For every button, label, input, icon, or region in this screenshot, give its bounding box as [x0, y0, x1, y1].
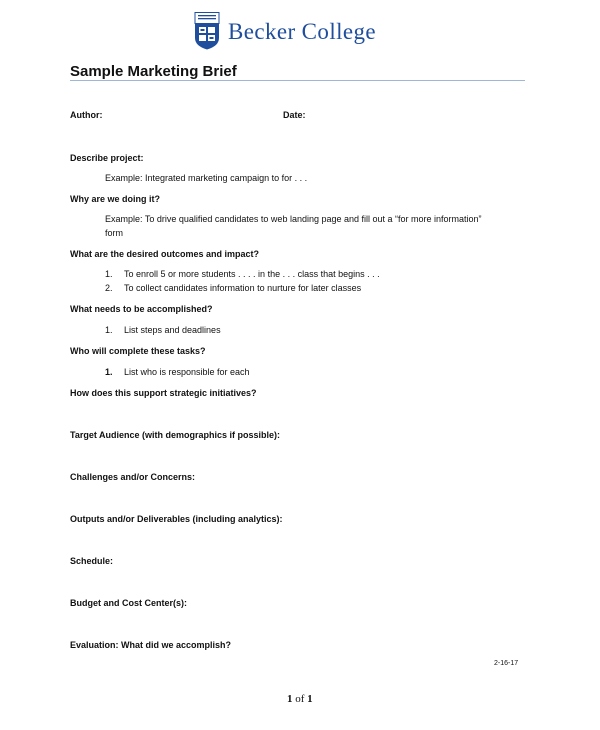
- describe-project-label: Describe project:: [70, 153, 144, 163]
- outcome-item: To enroll 5 or more students . . . . in the . . . class that begins . . .: [124, 269, 380, 279]
- accomplish-item: List steps and deadlines: [124, 325, 221, 335]
- title-divider: [70, 80, 525, 81]
- list-number: 1.: [105, 269, 113, 279]
- why-label: Why are we doing it?: [70, 194, 161, 204]
- schedule-label: Schedule:: [70, 556, 114, 566]
- page-total: 1: [307, 693, 313, 705]
- evaluation-label: Evaluation: What did we accomplish?: [70, 640, 232, 650]
- becker-college-logo: [194, 12, 376, 50]
- accomplish-label: What needs to be accomplished?: [70, 304, 213, 314]
- strategic-label: How does this support strategic initiatives?: [70, 388, 257, 398]
- outcomes-label: What are the desired outcomes and impact?: [70, 249, 260, 259]
- outputs-label: Outputs and/or Deliverables (including analytics):: [70, 514, 283, 524]
- date-label: Date:: [283, 110, 306, 120]
- why-example-line2: form: [105, 228, 123, 238]
- page-current: 1: [287, 693, 293, 705]
- list-number: 1.: [105, 325, 113, 335]
- why-example-line1: Example: To drive qualified candidates to web landing page and fill out a “for more information”: [105, 214, 482, 224]
- describe-project-example: Example: Integrated marketing campaign to for . . .: [105, 173, 308, 183]
- revision-date: 2-16-17: [494, 660, 519, 667]
- college-shield-icon: [194, 12, 220, 50]
- challenges-label: Challenges and/or Concerns:: [70, 472, 196, 482]
- page-number: [287, 693, 313, 705]
- target-audience-label: Target Audience (with demographics if possible):: [70, 430, 281, 440]
- budget-label: Budget and Cost Center(s):: [70, 598, 187, 608]
- document-title: Sample Marketing Brief: [70, 63, 237, 80]
- who-item: List who is responsible for each: [124, 367, 250, 377]
- list-number: 1.: [105, 367, 113, 377]
- outcome-item: To collect candidates information to nurture for later classes: [124, 283, 362, 293]
- list-number: 2.: [105, 283, 113, 293]
- page-of: of: [295, 693, 305, 705]
- college-wordmark: Becker College: [228, 18, 377, 44]
- author-label: Author:: [70, 110, 103, 120]
- who-label: Who will complete these tasks?: [70, 346, 206, 356]
